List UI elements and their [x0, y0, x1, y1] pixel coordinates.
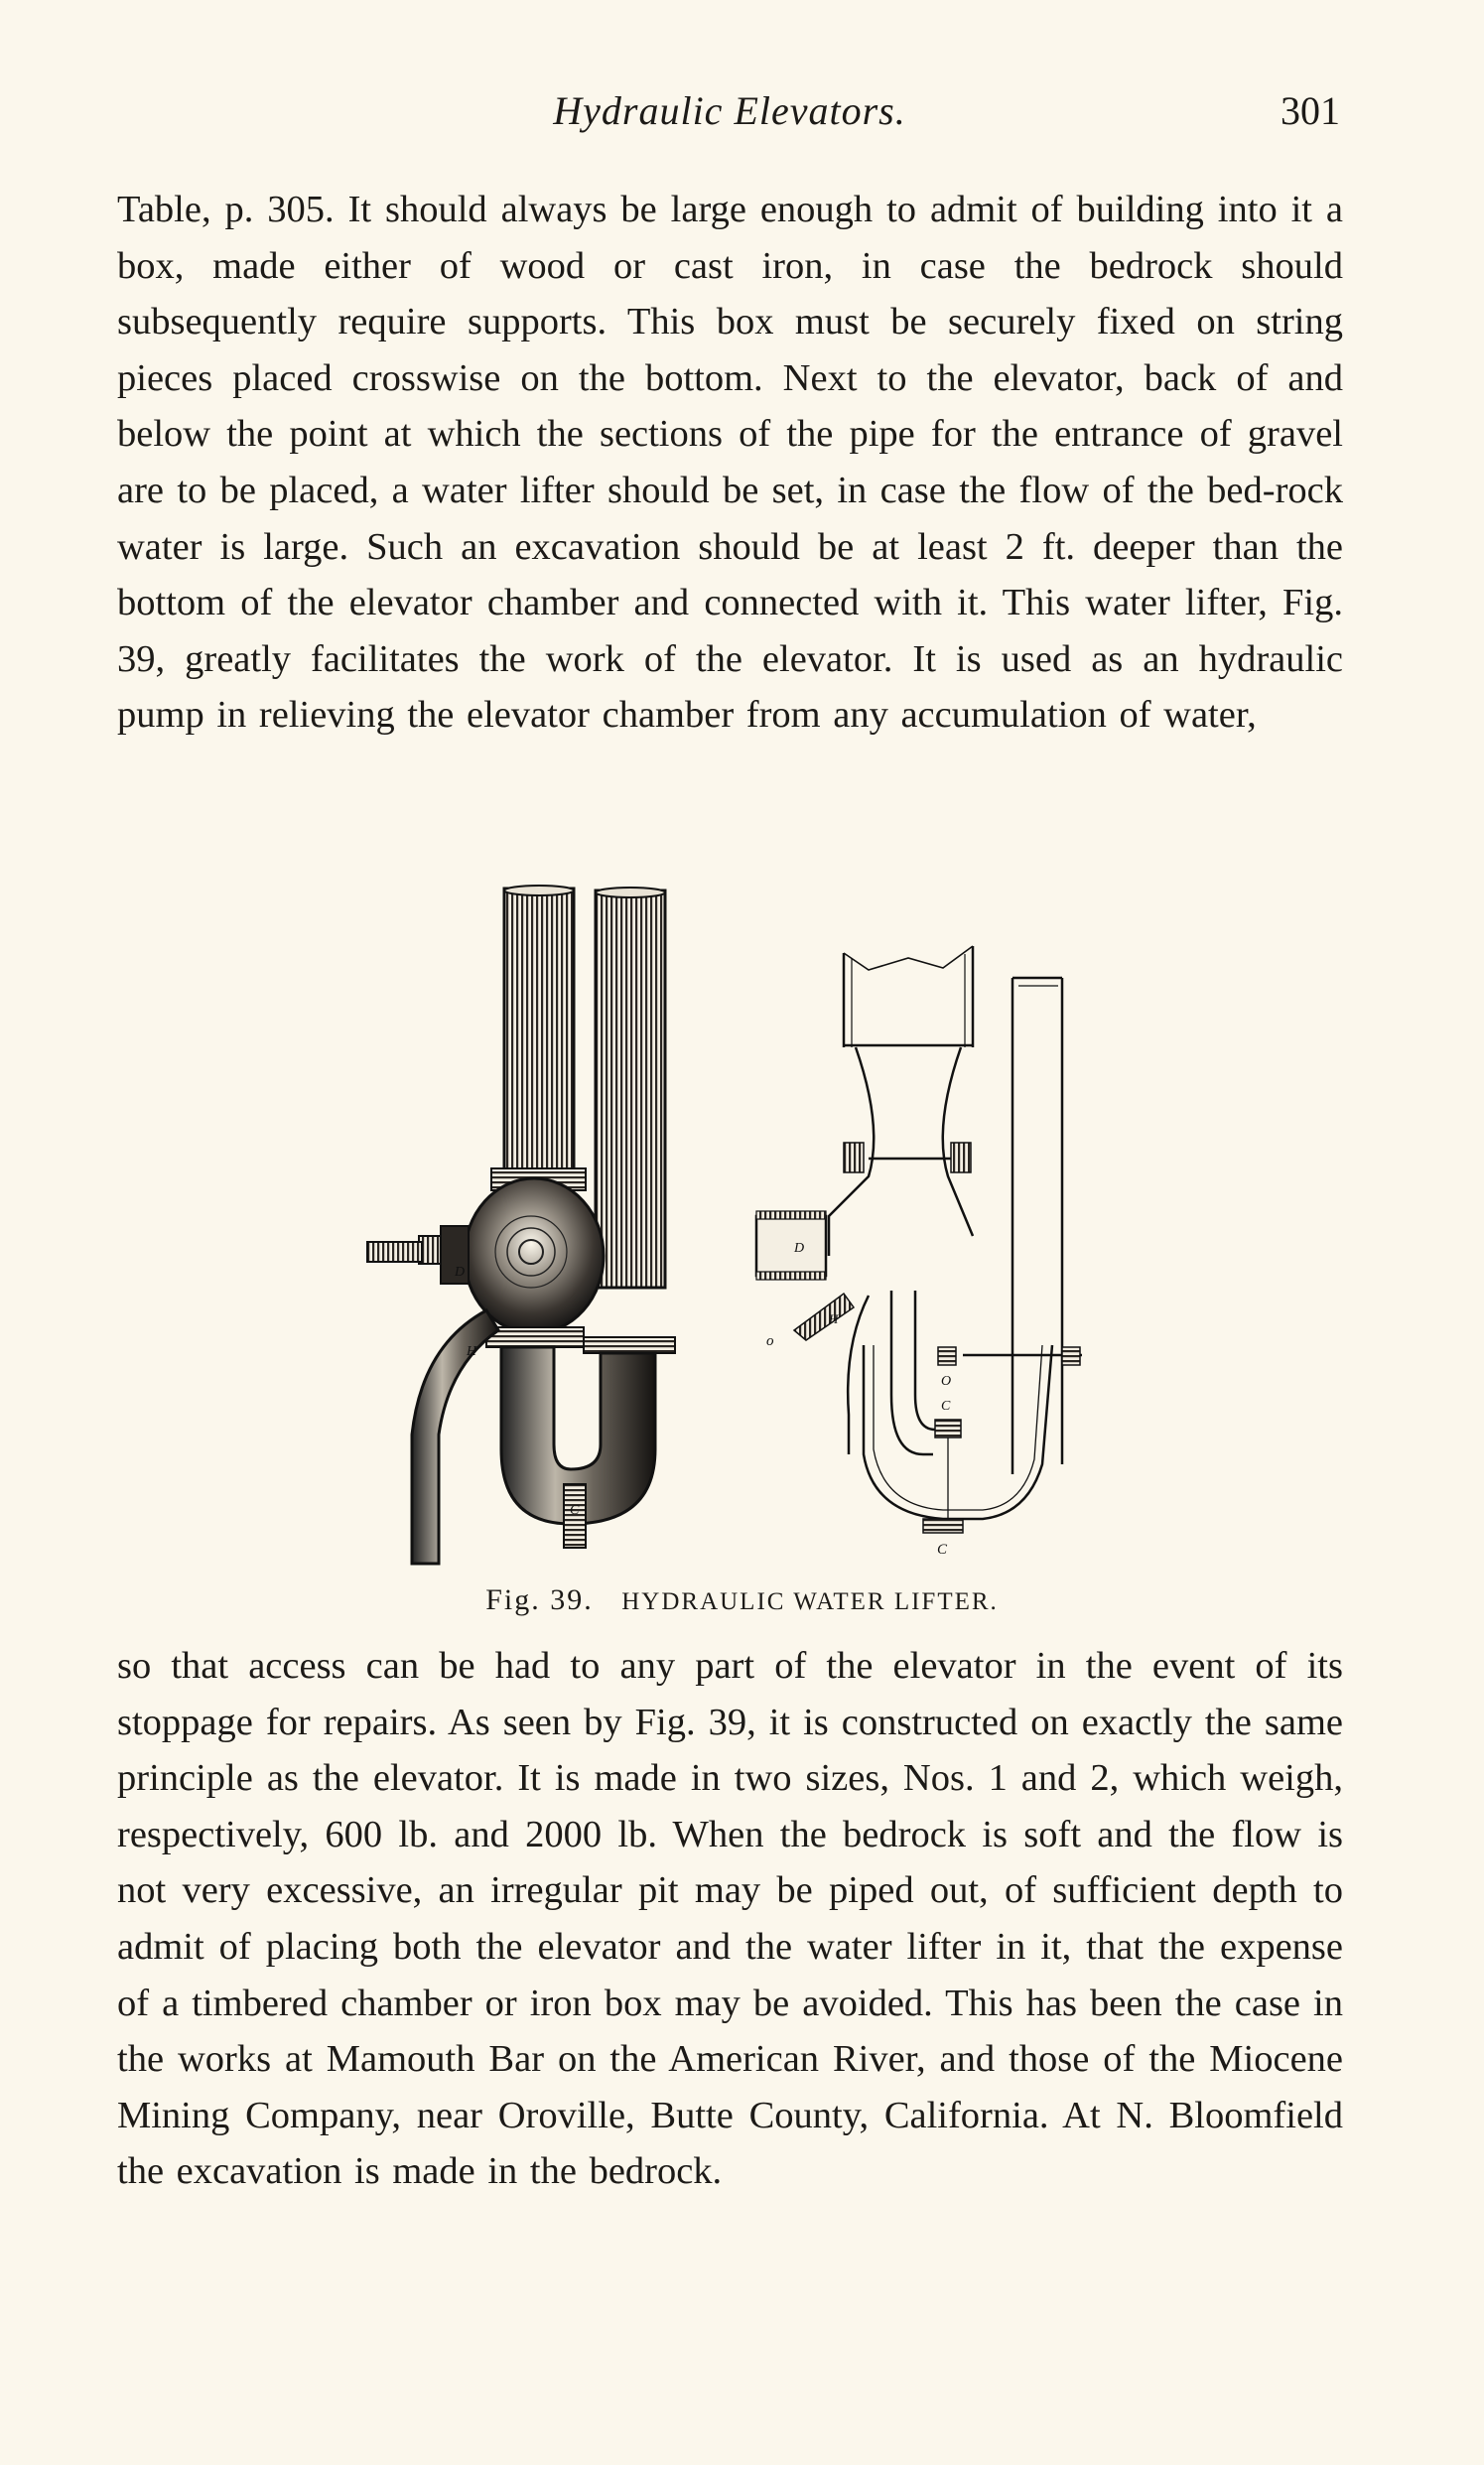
- label-c-left: C: [570, 1503, 580, 1518]
- label-o-left: o: [766, 1333, 774, 1349]
- label-h: H: [467, 1344, 477, 1359]
- water-lifter-illustration: [328, 879, 1122, 1574]
- label-d-left: D: [455, 1265, 466, 1280]
- paragraph-top: Table, p. 305. It should always be large enough to admit of building into it a box, made either of wood or cast iron, in case the bedrock should subsequently require supports. This box must be securely fixed on string pieces placed crosswise on the bottom. Next to the elevator, back of and below the point at which the sections of the pipe for the entrance of gravel are to be placed, a water lifter should be set, in case the flow of the bed-rock water is large. Such an excavation should be at least 2 ft. deeper than the bottom of the elevator chamber and connected with it. This water lifter, Fig. 39, greatly facilitates the work of the elevator. It is used as an hydraulic pump in relieving the elevator chamber from any accumulation of water,: [117, 189, 1343, 737]
- section-view: [756, 946, 1082, 1558]
- label-d-right: D: [794, 1241, 805, 1256]
- page-header: [119, 87, 1340, 147]
- caption-title: HYDRAULIC WATER LIFTER.: [621, 1588, 999, 1615]
- caption-number: Fig. 39.: [485, 1583, 594, 1616]
- paragraph-bottom: so that access can be had to any part of the elevator in the event of its stoppage for repairs. As seen by Fig. 39, it is constructed on exactly the same principle as the elevator. It is made in two sizes, Nos. 1 and 2, which weigh, respectively, 600 lb. and 2000 lb. When the bedrock is soft and the flow is not very excessive, an irregular pit may be piped out, of sufficient depth to admit of placing both the elevator and the water lifter in it, that the expense of a timbered chamber or iron box may be avoided. This has been the case in the works at Mamouth Bar on the American River, and those of the Miocene Mining Company, near Oroville, Butte County, California. At N. Bloomfield the excavation is made in the bedrock.: [117, 1645, 1343, 2193]
- running-title: Hydraulic Elevators.: [553, 88, 906, 133]
- figure-39: [328, 879, 1122, 1574]
- label-h-right: H: [829, 1311, 839, 1326]
- label-c-bottom: C: [937, 1542, 948, 1558]
- label-c-right: C: [941, 1399, 951, 1414]
- exterior-view: [367, 886, 675, 1564]
- page-number: 301: [1281, 88, 1340, 133]
- figure-caption: [0, 1583, 1484, 1617]
- label-o-right: O: [941, 1374, 952, 1389]
